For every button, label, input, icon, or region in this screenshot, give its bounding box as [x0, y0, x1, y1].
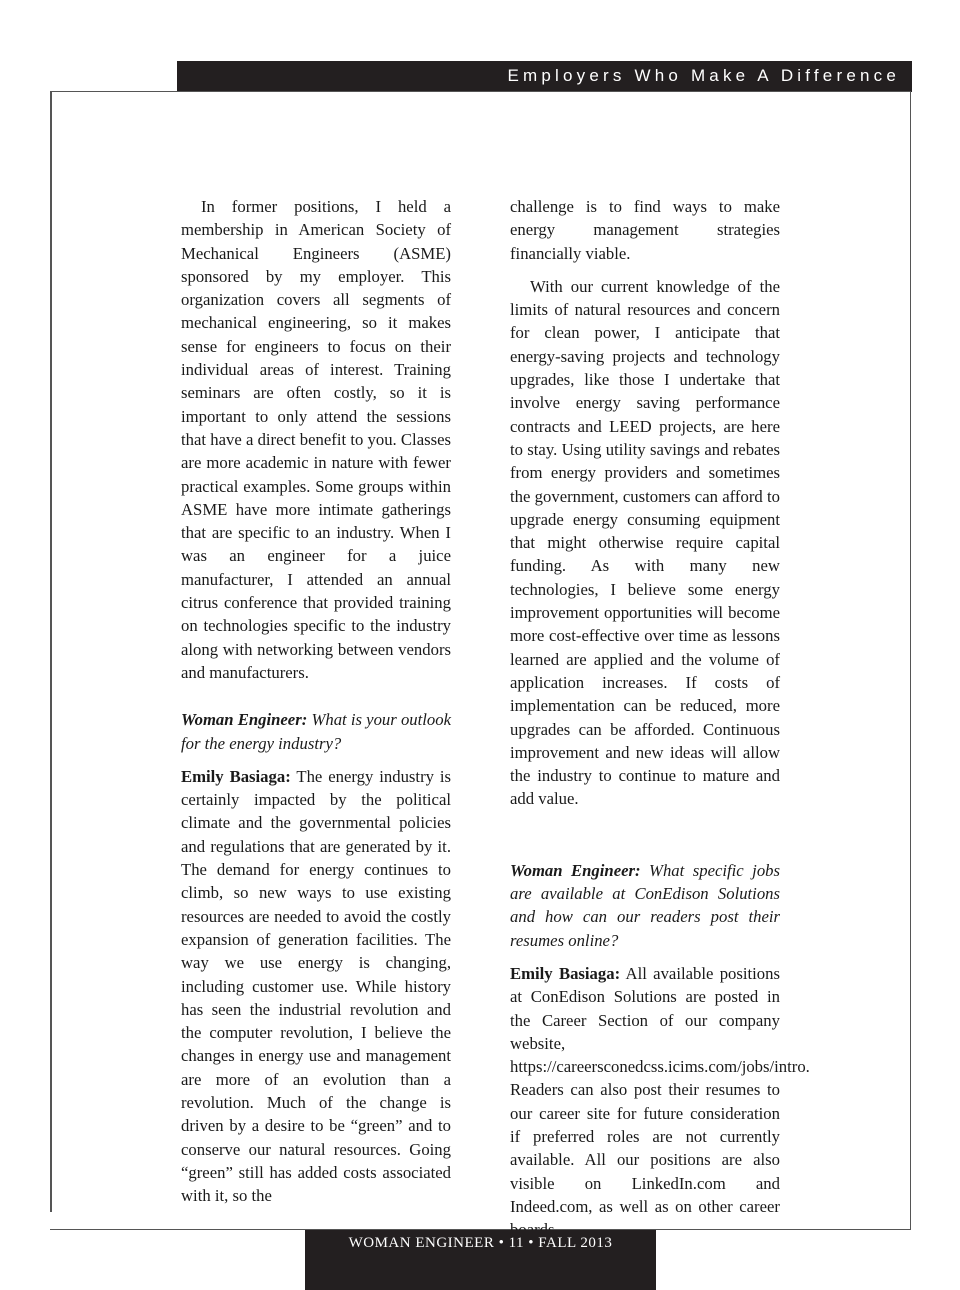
answer-text: All available positions at ConEdison Solutions are posted in the Career Section of our company website, https://careersconedcss.icims.com/jobs/intro. Readers can also post their resumes to our career site for future consideration if preferred roles are not currently available. All our positions are also visible on LinkedIn.com and Indeed.com, as well as on other career: [510, 963, 810, 1216]
question-text: What specific jobs are available at ConEdison Solutions and how can our readers post their resumes online?: [510, 860, 781, 950]
paragraph-continuation: challenge is to find ways to make energy management strategies financially viable.: [510, 197, 780, 263]
question-outlook: [181, 708, 451, 755]
question-speaker: Woman Engineer:: [181, 710, 308, 730]
right-column: [510, 195, 810, 1251]
left-column: [181, 195, 451, 1217]
question-speaker: Woman Engineer:: [510, 860, 641, 880]
answer-jobs: [510, 962, 810, 1242]
answer-outlook: [181, 765, 451, 1208]
paragraph-asme: In former positions, I held a membership in American Society of Mechanical Engineers (ASME) sponsored by my employer. This organization covers all segments of mechanical engineering, so it makes sense for engineers to focus on their individual areas of interest. Training seminars are often costly, so it is important to only attend the sessions that have a direct benefit to you. Classes are more academic in nature with fewer practical examples. Some groups within ASME have more intimate gatherings that are specific to an industry. When I was an engineer for a juice manufacturer, I attended an annual citrus conference that provided training on technologies specific to the industry along with networking between vendors and manufacturers.: [181, 197, 451, 682]
page-frame-left-rule: [50, 91, 52, 1212]
answer-speaker: Emily Basiaga:: [181, 766, 291, 786]
footer-bar: [305, 1230, 656, 1290]
footer-text: WOMAN ENGINEER • 11 • FALL 2013: [348, 1235, 613, 1251]
section-header-title: Employers Who Make A Difference: [507, 66, 900, 85]
paragraph-energy-projects: With our current knowledge of the limits of natural resources and concern for clean power, I anticipate that energy-saving projects and technology upgrades, like those I undertake that involve energy saving performance contracts and LEED projects, are here to stay. Using utility savings and rebates from energy providers and sometimes the government, customers can afford to upgrade energy consuming equipment that might otherwise require capital funding. As with many new technologies, I believe some energy improvement opportunities will become more cost-effective over time as lessons learned are applied and the volume of application increases. If costs of implementation can be reduced, more upgrades can be afforded. Continuous improvement and new ideas will allow the industry to continue to mature and add value.: [510, 276, 780, 809]
question-jobs: [510, 859, 780, 952]
section-header-bar: [177, 61, 912, 92]
question-text: What is your outlook for the energy industry?: [181, 710, 451, 753]
answer-speaker: Emily Basiaga:: [510, 963, 621, 983]
answer-text: The energy industry is certainly impacted by the political climate and the governmental policies and regulations that are generated by it. The demand for energy continues to climb, so new ways to use existing resources are needed to avoid the costly expansion of generation facilities. The way we use energy is changing, including customer use. While history has seen the industrial revolution and the computer revolution, I believe the changes in energy use and management are more of an evolution than a revolution. Much of the change is driven by a desire to be “green” and to conserve our natural resources. Going “green” still has added costs associated with it, so the: [181, 766, 452, 1206]
